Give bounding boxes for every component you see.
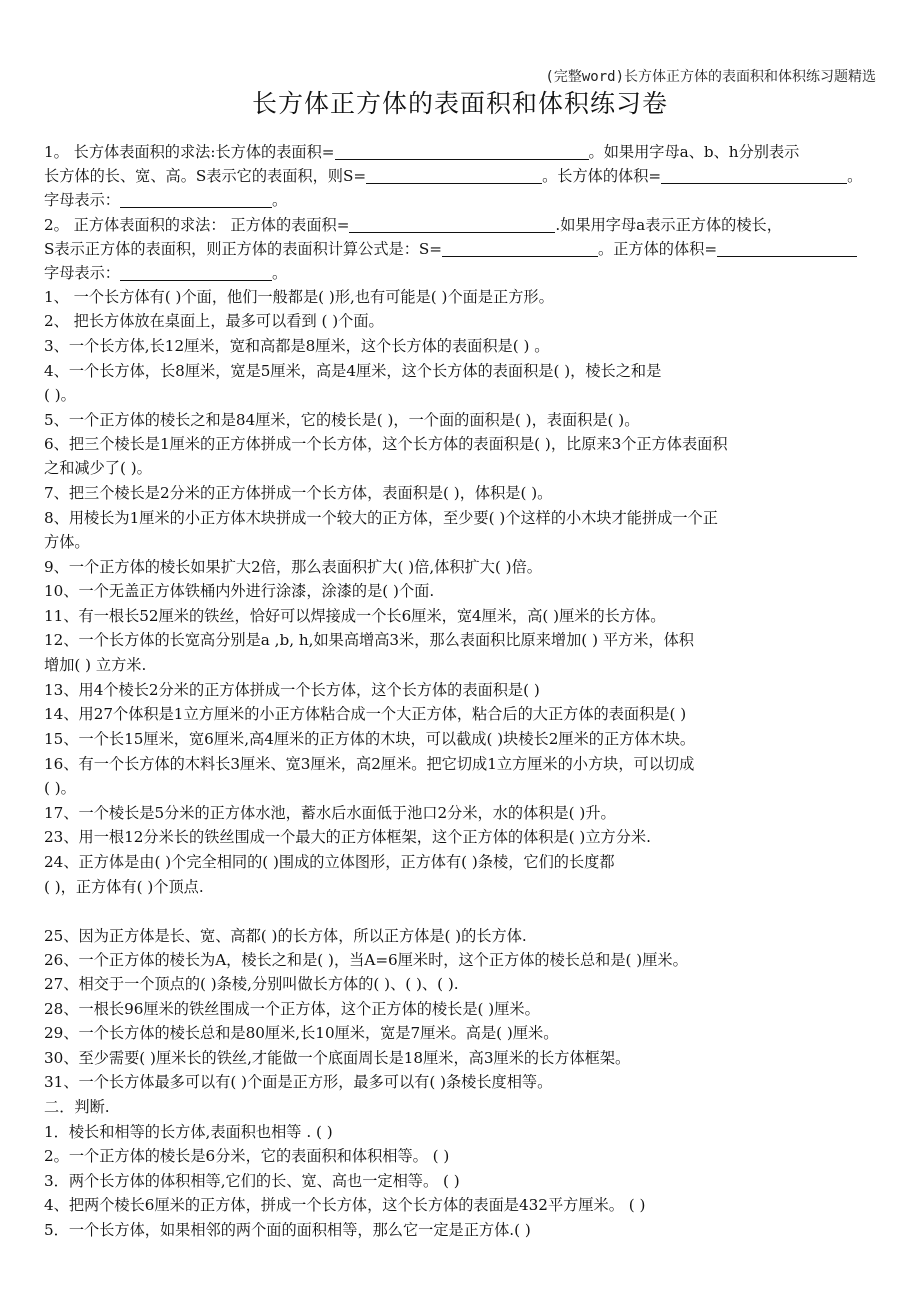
intro-q2-line2 [44, 237, 910, 261]
answer-blank[interactable] [120, 189, 272, 208]
answer-blank[interactable] [366, 165, 542, 184]
question-line: 26、一个正方体的棱长为A，棱长之和是( )，当A=6厘米时，这个正方体的棱长总和是( )厘米。 [44, 951, 688, 969]
judgment-line: 4、把两个棱长6厘米的正方体，拼成一个长方体，这个长方体的表面是432平方厘米。 ( ) [44, 1196, 646, 1214]
answer-blank[interactable] [349, 214, 555, 233]
question-line: 7、把三个棱长是2分米的正方体拼成一个长方体，表面积是( )，体积是( )。 [44, 484, 553, 502]
page-title: 长方体正方体的表面积和体积练习卷 [251, 89, 668, 118]
question-line: 15、一个长15厘米，宽6厘米,高4厘米的正方体的木块，可以截成( )块棱长2厘米的正方体木块。 [44, 730, 696, 748]
intro-text: S表示正方体的表面积，则正方体的表面积计算公式是：S= [44, 240, 443, 258]
question-line: 27、相交于一个顶点的( )条棱,分别叫做长方体的( )、( )、( ). [44, 975, 459, 993]
question-line: 4、一个长方体，长8厘米，宽是5厘米，高是4厘米，这个长方体的表面积是( )，棱长之和是 [44, 362, 662, 380]
judgment-line: 5．一个长方体，如果相邻的两个面的面积相等，那么它一定是正方体.( ) [44, 1221, 531, 1239]
question-line: 29、一个长方体的棱长总和是80厘米,长10厘米，宽是7厘米。高是( )厘米。 [44, 1024, 559, 1042]
intro-q2-line3 [44, 261, 910, 285]
question-line: 11、有一根长52厘米的铁丝，恰好可以焊接成一个长6厘米，宽4厘米，高( )厘米的长方体。 [44, 607, 666, 625]
answer-blank[interactable] [717, 238, 857, 257]
intro-text: 字母表示： [44, 191, 120, 209]
judgment-line: 3．两个长方体的体积相等,它们的长、宽、高也一定相等。 ( ) [44, 1172, 460, 1190]
intro-text: 2。 正方体表面积的求法： 正方体的表面积= [44, 216, 350, 234]
answer-blank[interactable] [335, 141, 589, 160]
intro-text: 字母表示： [44, 264, 120, 282]
question-line: 之和减少了( )。 [44, 459, 152, 477]
question-line: 10、一个无盖正方体铁桶内外进行涂漆，涂漆的是( )个面. [44, 582, 435, 600]
question-line: 2、 把长方体放在桌面上，最多可以看到 ( )个面。 [44, 312, 384, 330]
answer-blank[interactable] [442, 238, 598, 257]
intro-text: 。如果用字母a、b、h分别表示 [588, 143, 800, 161]
question-line: 28、一根长96厘米的铁丝围成一个正方体，这个正方体的棱长是( )厘米。 [44, 1000, 540, 1018]
question-line: 31、一个长方体最多可以有( )个面是正方形，最多可以有( )条棱长度相等。 [44, 1073, 553, 1091]
judgment-line: 2。一个正方体的棱长是6分米，它的表面积和体积相等。 ( ) [44, 1147, 450, 1165]
question-line: 23、用一根12分米长的铁丝围成一个最大的正方体框架，这个正方体的体积是( )立方分米. [44, 828, 651, 846]
intro-text: 长方体的长、宽、高。S表示它的表面积，则S= [44, 167, 367, 185]
question-line: 13、用4个棱长2分米的正方体拼成一个长方体，这个长方体的表面积是( ) [44, 681, 540, 699]
question-line: 25、因为正方体是长、宽、高都( )的长方体，所以正方体是( )的长方体. [44, 927, 527, 945]
intro-text: 。 [847, 167, 863, 185]
intro-q2-line1 [44, 213, 910, 237]
question-line: 1、 一个长方体有( )个面，他们一般都是( )形,也有可能是( )个面是正方形。 [44, 288, 554, 306]
section-heading: 二．判断. [44, 1098, 110, 1116]
question-line: 方体。 [44, 533, 90, 551]
intro-q1-line3 [44, 188, 910, 212]
question-line: 14、用27个体积是1立方厘米的小正方体粘合成一个大正方体，粘合后的大正方体的表面积是( ) [44, 705, 687, 723]
question-line: 增加( ) 立方米. [44, 656, 147, 674]
intro-text: 。 [271, 191, 288, 209]
judgment-line: 1．棱长和相等的长方体,表面积也相等 . ( ) [44, 1123, 333, 1141]
question-line: 8、用棱长为1厘米的小正方体木块拼成一个较大的正方体，至少要( )个这样的小木块才能拼成一个正 [44, 509, 718, 527]
question-line: ( )。 [44, 779, 76, 797]
question-line: 9、一个正方体的棱长如果扩大2倍，那么表面积扩大( )倍,体积扩大( )倍。 [44, 558, 542, 576]
intro-q1-line2 [44, 164, 910, 188]
intro-text: .如果用字母a表示正方体的棱长， [555, 216, 782, 234]
question-line: 24、正方体是由( )个完全相同的( )围成的立体图形，正方体有( )条棱，它们的长度都 [44, 853, 615, 871]
intro-q1-line1 [44, 140, 910, 164]
intro-text: 。正方体的体积= [598, 240, 718, 258]
header-note: (完整word)长方体正方体的表面积和体积练习题精选 [545, 69, 876, 85]
question-line: ( )。 [44, 386, 76, 404]
question-line: 30、至少需要( )厘米长的铁丝,才能做一个底面周长是18厘米，高3厘米的长方体框架。 [44, 1049, 631, 1067]
blank-spacer-line [44, 899, 910, 923]
answer-blank[interactable] [120, 262, 272, 281]
answer-blank[interactable] [661, 165, 847, 184]
question-line: 12、一个长方体的长宽高分别是a ,b, h,如果高增高3米，那么表面积比原来增加( ) 平方米，体积 [44, 631, 694, 649]
question-line: 3、一个长方体,长12厘米，宽和高都是8厘米，这个长方体的表面积是( ) 。 [44, 337, 550, 355]
question-line: 17、一个棱长是5分米的正方体水池，蓄水后水面低于池口2分米，水的体积是( )升。 [44, 804, 616, 822]
intro-text: 。长方体的体积= [542, 167, 662, 185]
question-line: 5、一个正方体的棱长之和是84厘米，它的棱长是( )，一个面的面积是( )，表面积是( )。 [44, 411, 640, 429]
question-line: 16、有一个长方体的木料长3厘米、宽3厘米，高2厘米。把它切成1立方厘米的小方块，可以切成 [44, 755, 695, 773]
intro-text: 1。 长方体表面积的求法:长方体的表面积= [44, 143, 335, 161]
intro-text: 。 [271, 264, 288, 282]
question-line: 6、把三个棱长是1厘米的正方体拼成一个长方体，这个长方体的表面积是( )，比原来3个正方体表面积 [44, 435, 728, 453]
question-line: ( )，正方体有( )个顶点. [44, 878, 204, 896]
